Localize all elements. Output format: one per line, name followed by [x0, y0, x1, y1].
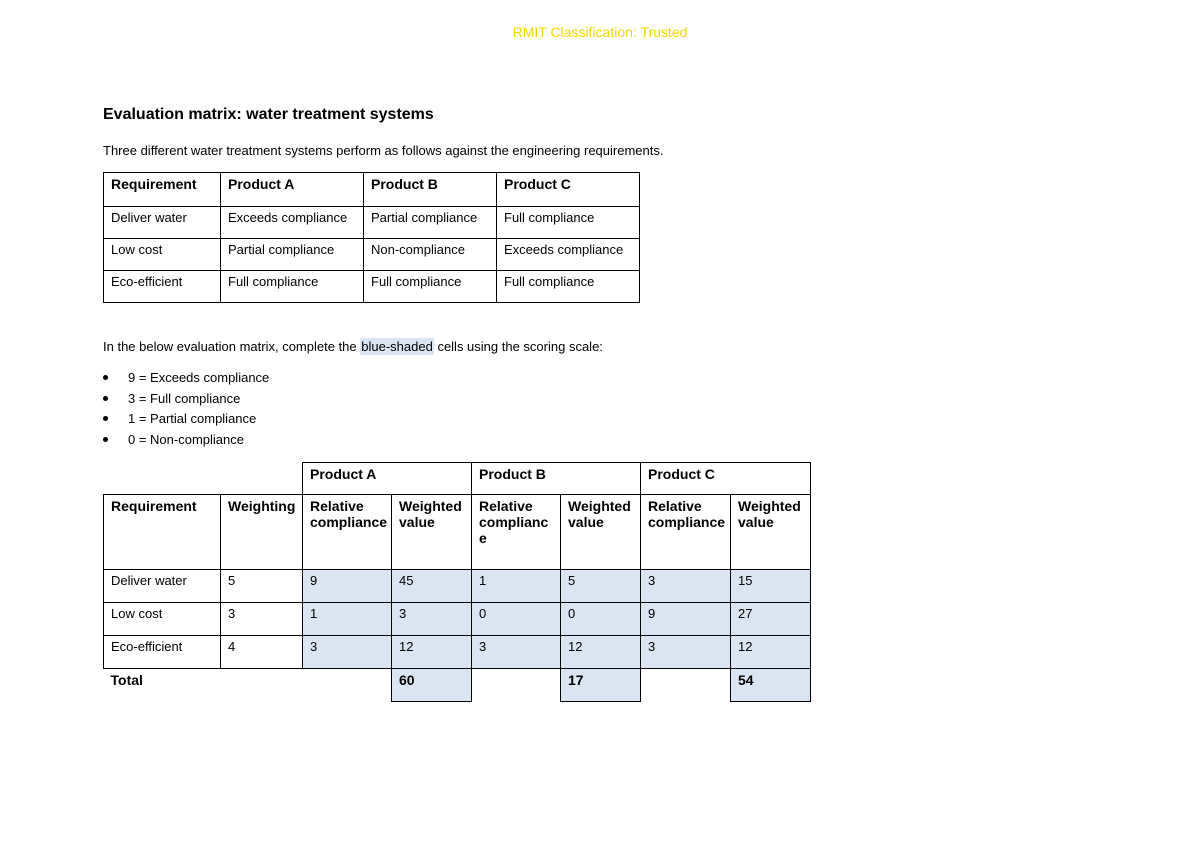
- header-cell: Weighted value: [731, 495, 811, 570]
- weighting-cell: 3: [221, 603, 303, 636]
- score-cell[interactable]: 9: [641, 603, 731, 636]
- evaluation-matrix-table: [103, 462, 811, 702]
- table-header-row: [104, 173, 640, 207]
- table-cell: Full compliance: [497, 207, 640, 239]
- intro-paragraph: Three different water treatment systems perform as follows against the engineering requirements.: [103, 143, 664, 158]
- table-cell: Deliver water: [104, 207, 221, 239]
- empty-cell: [303, 669, 392, 702]
- total-row: [104, 669, 811, 702]
- score-cell[interactable]: 3: [303, 636, 392, 669]
- table-cell: Full compliance: [221, 271, 364, 303]
- header-cell: Weighted value: [561, 495, 641, 570]
- table-row: [104, 603, 811, 636]
- product-b-header: Product B: [472, 463, 641, 495]
- total-product-b[interactable]: 17: [561, 669, 641, 702]
- weighting-cell: 4: [221, 636, 303, 669]
- header-cell: Requirement: [104, 173, 221, 207]
- score-cell[interactable]: 3: [641, 636, 731, 669]
- score-cell[interactable]: 3: [392, 603, 472, 636]
- score-cell[interactable]: 3: [641, 570, 731, 603]
- score-cell[interactable]: 0: [561, 603, 641, 636]
- table-row: [104, 239, 640, 271]
- score-cell[interactable]: 1: [472, 570, 561, 603]
- total-product-a[interactable]: 60: [392, 669, 472, 702]
- score-cell[interactable]: 0: [472, 603, 561, 636]
- table-cell: Full compliance: [497, 271, 640, 303]
- table-cell: Partial compliance: [221, 239, 364, 271]
- header-cell: Relative compliance: [303, 495, 392, 570]
- score-cell[interactable]: 12: [731, 636, 811, 669]
- table-cell: Exceeds compliance: [221, 207, 364, 239]
- score-cell[interactable]: 9: [303, 570, 392, 603]
- header-cell: Relative compliance: [641, 495, 731, 570]
- score-cell[interactable]: 1: [303, 603, 392, 636]
- table-row: [104, 570, 811, 603]
- table-cell: Eco-efficient: [104, 271, 221, 303]
- empty-cell: [221, 669, 303, 702]
- empty-cell: [104, 463, 221, 495]
- score-cell[interactable]: 27: [731, 603, 811, 636]
- empty-cell: [641, 669, 731, 702]
- list-item: 0 = Non-compliance: [103, 432, 269, 453]
- requirement-cell: Deliver water: [104, 570, 221, 603]
- total-label: Total: [110, 672, 143, 688]
- product-a-header: Product A: [303, 463, 472, 495]
- table-cell: Partial compliance: [364, 207, 497, 239]
- score-cell[interactable]: 12: [392, 636, 472, 669]
- total-product-c[interactable]: 54: [731, 669, 811, 702]
- table-row: [104, 271, 640, 303]
- product-header-row: [104, 463, 811, 495]
- highlighted-text: blue-shaded: [361, 339, 433, 354]
- table-cell: Non-compliance: [364, 239, 497, 271]
- column-header-row: [104, 495, 811, 570]
- requirement-cell: Eco-efficient: [104, 636, 221, 669]
- product-c-header: Product C: [641, 463, 811, 495]
- requirement-cell: Low cost: [104, 603, 221, 636]
- header-cell: Product B: [364, 173, 497, 207]
- score-cell[interactable]: 15: [731, 570, 811, 603]
- table-cell: Low cost: [104, 239, 221, 271]
- header-cell: Weighting: [221, 495, 303, 570]
- score-cell[interactable]: 45: [392, 570, 472, 603]
- table-row: [104, 636, 811, 669]
- weighting-cell: 5: [221, 570, 303, 603]
- score-cell[interactable]: 5: [561, 570, 641, 603]
- header-cell: Requirement: [104, 495, 221, 570]
- instruction-text: In the below evaluation matrix, complete the: [103, 339, 361, 354]
- table-cell: Exceeds compliance: [497, 239, 640, 271]
- requirements-table: [103, 172, 640, 303]
- empty-cell: [472, 669, 561, 702]
- table-row: [104, 207, 640, 239]
- header-cell: Relative complianc e: [472, 495, 561, 570]
- score-cell[interactable]: 12: [561, 636, 641, 669]
- empty-cell: [221, 463, 303, 495]
- scoring-scale-list: [103, 370, 269, 452]
- instruction-text: cells using the scoring scale:: [433, 339, 603, 354]
- list-item: 1 = Partial compliance: [103, 411, 269, 432]
- list-item: 9 = Exceeds compliance: [103, 370, 269, 391]
- header-cell: Weighted value: [392, 495, 472, 570]
- classification-label: RMIT Classification: Trusted: [512, 24, 688, 40]
- score-cell[interactable]: 3: [472, 636, 561, 669]
- list-item: 3 = Full compliance: [103, 391, 269, 412]
- instruction-paragraph: [103, 339, 603, 354]
- document-title: Evaluation matrix: water treatment systems: [103, 106, 434, 123]
- header-cell: Product A: [221, 173, 364, 207]
- table-cell: Full compliance: [364, 271, 497, 303]
- header-cell: Product C: [497, 173, 640, 207]
